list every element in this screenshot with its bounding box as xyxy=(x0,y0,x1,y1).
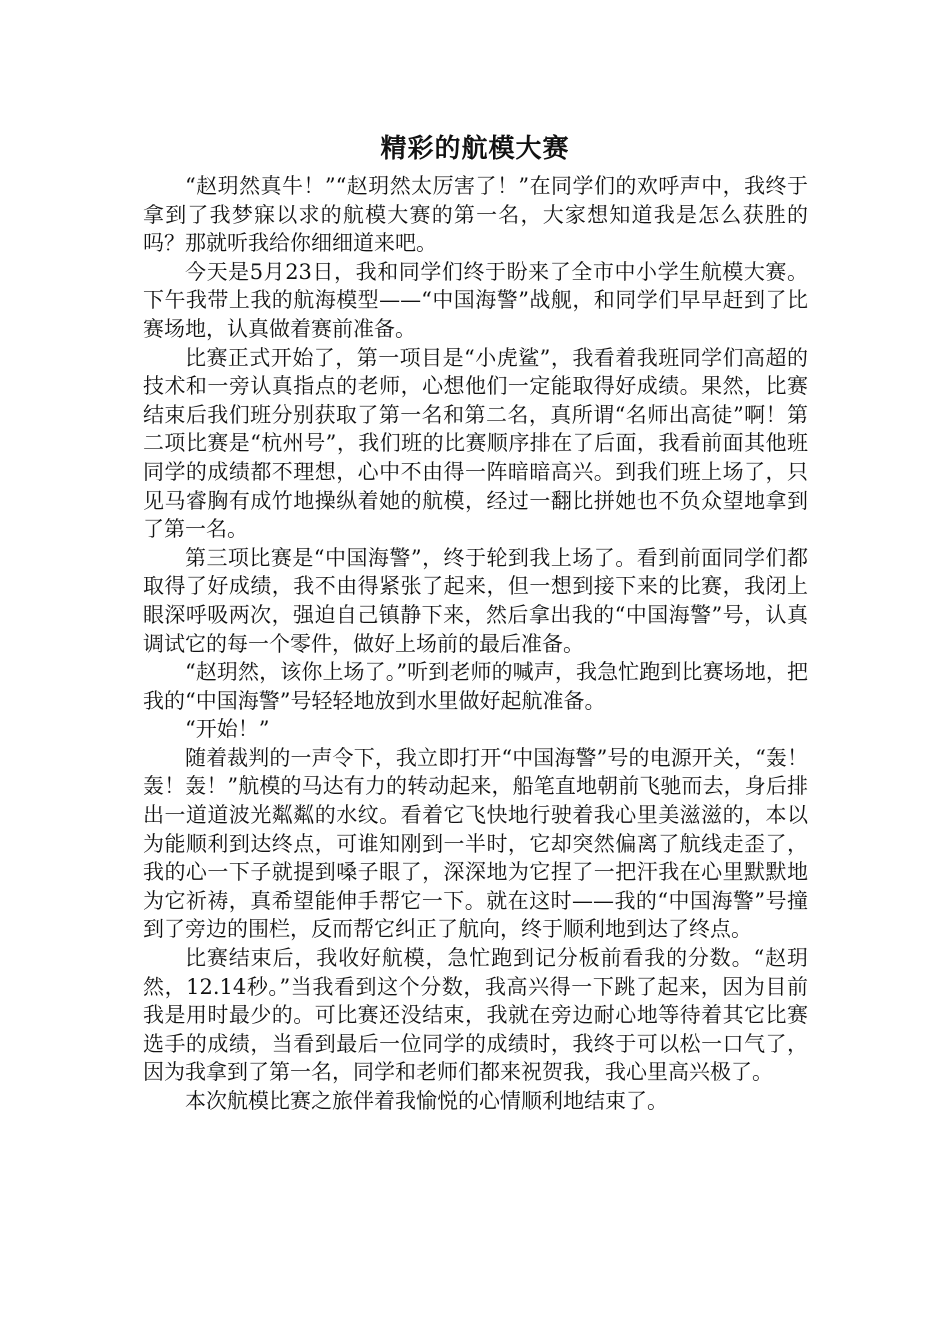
document-title: 精彩的航模大赛 xyxy=(380,134,570,164)
paragraph-2: 今天是5月23日，我和同学们终于盼来了全市中小学生航模大赛。下午我带上我的航海模型——“中国海警”战舰，和同学们早早赶到了比赛场地，认真做着赛前准备。 xyxy=(143,259,808,341)
paragraph-7: 随着裁判的一声令下，我立即打开“中国海警”号的电源开关，“轰！轰！轰！”航模的马达有力的转动起来，船笔直地朝前飞驰而去，身后排出一道道波光粼粼的水纹。看着它飞快地行驶着我心里美滋滋的，本以为能顺利到达终点，可谁知刚到一半时，它却突然偏离了航线走歪了，我的心一下子就提到嗓子眼了，深深地为它捏了一把汗我在心里默默地为它祈祷，真希望能伸手帮它一下。就在这时——我的“中国海警”号撞到了旁边的围栏，反而帮它纠正了航向，终于顺利地到达了终点。 xyxy=(143,745,808,942)
paragraph-5: “赵玥然，该你上场了。”听到老师的喊声，我急忙跑到比赛场地，把我的“中国海警”号轻轻地放到水里做好起航准备。 xyxy=(143,660,808,713)
document-body xyxy=(143,172,808,1116)
paragraph-1: “赵玥然真牛！”“赵玥然太厉害了！”在同学们的欢呼声中，我终于拿到了我梦寐以求的航模大赛的第一名，大家想知道我是怎么获胜的吗？那就听我给你细细道来吧。 xyxy=(143,174,808,256)
paragraph-3: 比赛正式开始了，第一项目是“小虎鲨”，我看着我班同学们高超的技术和一旁认真指点的老师，心想他们一定能取得好成绩。果然，比赛结束后我们班分别获取了第一名和第二名，真所谓“名师出高徒”啊！第二项比赛是“杭州号”，我们班的比赛顺序排在了后面，我看前面其他班同学的成绩都不理想，心中不由得一阵暗暗高兴。到我们班上场了，只见马睿胸有成竹地操纵着她的航模，经过一翻比拼她也不负众望地拿到了第一名。 xyxy=(143,345,808,542)
paragraph-4: 第三项比赛是“中国海警”，终于轮到我上场了。看到前面同学们都取得了好成绩，我不由得紧张了起来，但一想到接下来的比赛，我闭上眼深呼吸两次，强迫自己镇静下来，然后拿出我的“中国海警”号，认真调试它的每一个零件，做好上场前的最后准备。 xyxy=(143,545,808,656)
paragraph-6: “开始！” xyxy=(185,717,270,742)
paragraph-8: 比赛结束后，我收好航模，急忙跑到记分板前看我的分数。“赵玥然，12.14秒。”当我看到这个分数，我高兴得一下跳了起来，因为目前我是用时最少的。可比赛还没结束，我就在旁边耐心地等待着其它比赛选手的成绩，当看到最后一位同学的成绩时，我终于可以松一口气了，因为我拿到了第一名，同学和老师们都来祝贺我，我心里高兴极了。 xyxy=(143,946,808,1085)
paragraph-9: 本次航模比赛之旅伴着我愉悦的心情顺利地结束了。 xyxy=(185,1089,668,1113)
